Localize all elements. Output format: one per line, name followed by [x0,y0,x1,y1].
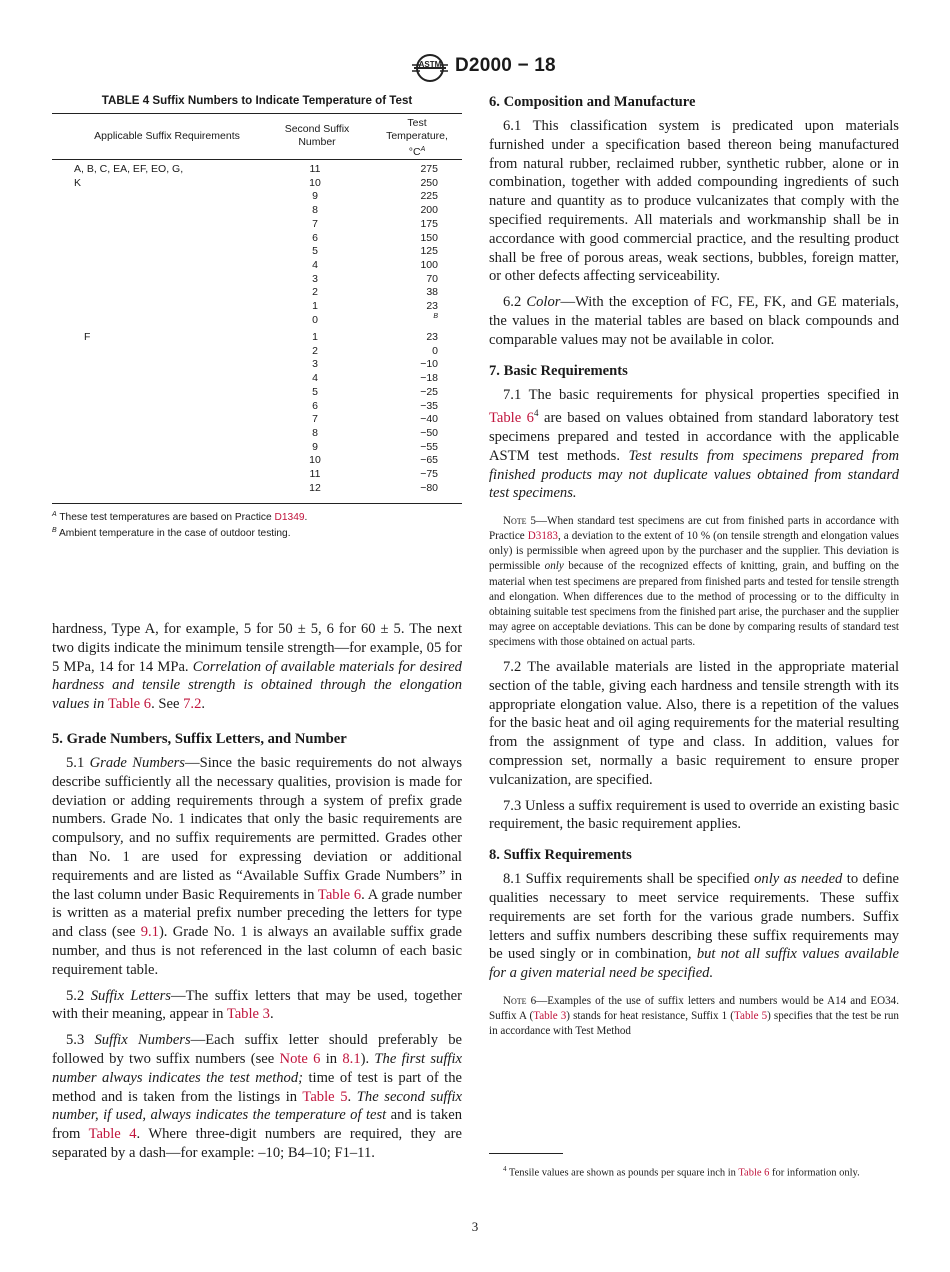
ref-table-6[interactable]: Table 6 [107,696,152,713]
temperature-cell: 275 [420,163,438,175]
table-row [52,481,462,495]
paragraph-5-2: 5.2 Suffix Letters—The suffix letters that may be used, together with their meaning, appear in Table 3. [52,987,462,1023]
table-4-col2-header: Second Suffix Number [284,123,350,148]
temperature-cell: 0 [432,344,438,357]
page-header [0,52,950,86]
table-row [52,313,462,327]
table-row [52,330,462,344]
paragraph-5-3: 5.3 Suffix Numbers—Each suffix letter should preferably be followed by two suffix numbers (see Note 6 in 8.1). The first suffix number always indicates the test method; time of test is part of the method and is taken from the listings in Table 5. The second suffix number, if used, always indicates the temperature of test and is taken from Table 4. Where three-digit numbers are required, they are separated by a dash—for example: –10; B4–10; F1–11. [52,1032,463,1161]
suffix-number-cell: 5 [312,385,318,398]
table-4-footnote-a: $^A$ These test temperatures are based on Practice D1349. [52,511,308,523]
temperature-cell: 23 [426,300,438,312]
temperature-cell: 175 [420,217,438,230]
table-row [52,371,462,385]
temperature-cell: 150 [420,231,438,244]
suffix-number-cell: 8 [312,204,318,217]
ref-table-6[interactable]: Table 6 [489,410,534,427]
paragraph-7-2: 7.2 The available materials are listed in the appropriate material section of the table, giving each hardness and tensile strength with its appropriate elongation value. Also, there is a repetition of the values for the basic heat and oil aging requirements for the material resulting from the assignment of type and class. In addition, values for compression set, normally a basic requirement to ensure proper vulcanization, are specified. [489,659,899,788]
temperature-cell: −40 [420,413,438,426]
ref-table-5[interactable]: Table 5 [734,1010,768,1023]
note-5: Note 5—When standard test specimens are cut from finished parts in accordance with Practice D3183, a deviation to the extent of 10 % (on tensile strength and elongation values only) is permissible when agreed upon by the purchaser and the supplier. This deviation is permissible only because of the recognized effects of knitting, grain, and buffing on the material when test specimens are prepared from finished parts and tested for tensile strength and elongation. When differences due to the method of processing or to the difficulty in obtaining suitable test specimens from the finished part arise, the purchaser and the supplier may agree on acceptable deviations. This can be done by comparing results of standard test specimens with those obtained on actual parts. [489,515,899,648]
section-5-title: 5. Grade Numbers, Suffix Letters, and Number [52,730,347,747]
table-4-header [52,113,462,160]
ref-d3183[interactable]: D3183 [527,530,558,543]
table-4-footnote-b: $^B$ Ambient temperature in the case of outdoor testing. [52,527,291,539]
group-label-a-cont: K [74,177,82,189]
temperature-cell: 100 [420,258,438,271]
table-row [52,412,462,426]
suffix-number-cell: 5 [312,245,318,258]
table-4-title: TABLE 4 Suffix Numbers to Indicate Temperature of Test [101,94,413,107]
suffix-number-cell: 4 [312,258,318,271]
temperature-cell: 23 [426,331,438,343]
suffix-number-cell: 12 [309,481,321,494]
temperature-cell: B [433,312,438,320]
paragraph-7-3: 7.3 Unless a suffix requirement is used to override an existing basic requirement, the basic requirement applies. [489,797,899,833]
paragraph-8-1: 8.1 Suffix requirements shall be specified only as needed to define qualities necessary to meet service requirements. These suffix requirements are set forth for the various grade numbers. Suffix letters and suffix numbers describing these suffix requirements may be used singly or in combination, but not all suffix values available for a given material need be specified. [489,871,899,982]
suffix-number-cell: 1 [312,331,318,343]
suffix-number-cell: 2 [312,286,318,299]
table-row [52,344,462,358]
suffix-number-cell: 10 [309,176,321,189]
paragraph-5-1: 5.1 Grade Numbers—Since the basic requirements do not always describe sufficiently all the necessary qualities, provision is made for deviation or adding requirements through a system of prefix grade numbers. Grade No. 1 indicates that only the basic requirements are compulsory, and no suffix requirements are permitted. Grades other than No. 1 are used for expressing deviation or additional requirements and are listed as “Available Suffix Grade Numbers” in the last column under Basic Requirements in Table 6. A grade number is written as a material prefix number preceding the letters for type and class (see 9.1). Grade No. 1 is always an available suffix grade number, and thus is not referenced in the last column of each basic requirement table. [52,754,463,978]
suffix-number-cell: 6 [312,399,318,412]
temperature-cell: −35 [420,399,438,412]
group-label-f: F [84,331,91,343]
temperature-cell: 38 [426,286,438,299]
suffix-number-cell: 11 [309,468,321,480]
temperature-cell: −80 [420,481,438,494]
ref-table-6[interactable]: Table 6 [317,886,362,903]
temperature-cell: 200 [420,204,438,217]
page-number: 3 [471,1219,479,1234]
paragraph-7-1: 7.1 The basic requirements for physical properties specified in Table $6^4$ are based on values obtained from standard laboratory test specimens prepared and tested in accordance with the applicable ASTM test methods. Test results from specimens prepared from finished products may not duplicate values obtained from standard test specimens. [489,386,900,502]
temperature-cell: 70 [426,272,438,285]
temperature-cell: −65 [420,454,438,467]
ref-table-4[interactable]: Table 4 [88,1126,137,1143]
temperature-cell: −55 [420,440,438,453]
table-row [52,299,462,313]
footnote-marker[interactable]: 4 [533,408,539,419]
table-row [52,244,462,258]
table-row [52,357,462,371]
ref-table-3[interactable]: Table 3 [226,1006,270,1023]
suffix-number-cell: 9 [312,190,318,203]
suffix-number-cell: 7 [312,413,318,426]
ref-9-1[interactable]: 9.1 [140,924,159,941]
table-4-col1-header: Applicable Suffix Requirements [94,130,240,142]
temperature-cell: 250 [420,176,438,189]
table-row [52,203,462,217]
suffix-number-cell: 6 [312,231,318,244]
ref-8-1[interactable]: 8.1 [342,1050,361,1067]
ref-d1349[interactable]: D1349 [274,512,305,523]
table-4-col3-header: Test Temperature, $^\circ C^A$ [386,117,448,158]
suffix-number-cell: 8 [312,426,318,439]
table-row [52,258,462,272]
table-4-body [52,160,462,504]
suffix-number-cell: 11 [309,163,321,175]
temperature-cell: 225 [420,190,438,203]
suffix-number-cell: 1 [312,300,318,312]
right-column [489,94,899,1047]
ref-7-2[interactable]: 7.2 [183,696,202,713]
suffix-number-cell: 0 [312,313,318,326]
suffix-number-cell: 3 [312,358,318,371]
suffix-number-cell: 9 [312,440,318,453]
paragraph-continued: hardness, Type A, for example, 5 for 50 ± 5, 6 for 60 ± 5. The next two digits indicate the minimum tensile strength—for example, 05 for 5 MPa, 14 for 14 MPa. Correlation of available materials for desired hardness and tensile strength is obtained through the elongation values in Table 6. See 7.2. [52,621,462,713]
ref-table-6[interactable]: Table 6 [738,1167,770,1179]
section-6-title: 6. Composition and Manufacture [489,94,696,110]
ref-table-5[interactable]: Table 5 [302,1088,348,1105]
document-id: D2000 − 18 [455,55,556,76]
paragraph-6-2: 6.2 Color—With the exception of FC, FE, FK, and GE materials, the values in the material tables are based on black compounds and comparable values may not be available in color. [489,294,899,348]
temperature-cell: −10 [420,358,438,371]
section-7-title: 7. Basic Requirements [489,362,628,379]
note-6: Note 6—Examples of the use of suffix letters and numbers would be A14 and EO34. Suffix A (Table 3) stands for heat resistance, Suffix 1 (Table 5) specifies that the test be run in accordance with Test Method [489,995,899,1038]
temperature-cell: −50 [420,426,438,439]
table-row [52,176,462,190]
astm-logo-icon [410,52,450,84]
suffix-number-cell: 2 [312,344,318,357]
footnote-divider [489,1153,563,1154]
suffix-number-cell: 4 [312,372,318,385]
left-column [52,94,462,1170]
table-row [52,426,462,440]
suffix-number-cell: 7 [312,217,318,230]
table-row [52,217,462,231]
table-row [52,231,462,245]
ref-note-6[interactable]: Note 6 [279,1050,321,1067]
section-8-title: 8. Suffix Requirements [489,847,632,864]
table-row [52,162,462,176]
table-row [52,399,462,413]
table-row [52,285,462,299]
group-label-a: A, B, C, EA, EF, EO, G, [74,163,184,175]
temperature-cell: −18 [420,372,438,385]
table-row [52,440,462,454]
footnote-4: $^4$ Tensile values are shown as pounds per square inch in Table 6 for information only. [503,1165,860,1179]
table-row [52,453,462,467]
table-row [52,467,462,481]
temperature-cell: 125 [420,245,438,258]
paragraph-6-1: 6.1 This classification system is predicated upon materials furnished under a specification based thereon being manufactured from natural rubber, reclaimed rubber, synthetic rubber, alone or in combination, together with added compounding ingredients of such nature and quantity as to produce vulcanizates that comply with the specified requirements. All materials and workmanship shall be in accordance with good commercial practice, and the resulting product shall be free of porous areas, weak sections, bubbles, foreign matter, or other defects affecting serviceability. [489,118,899,285]
table-row [52,189,462,203]
table-row [52,272,462,286]
temperature-cell: −75 [420,468,438,480]
suffix-number-cell: 3 [312,272,318,285]
suffix-number-cell: 10 [309,454,321,467]
ref-table-3[interactable]: Table 3 [533,1010,567,1023]
temperature-cell: −25 [420,385,438,398]
table-row [52,385,462,399]
svg-text:ASTM: ASTM [418,60,442,69]
